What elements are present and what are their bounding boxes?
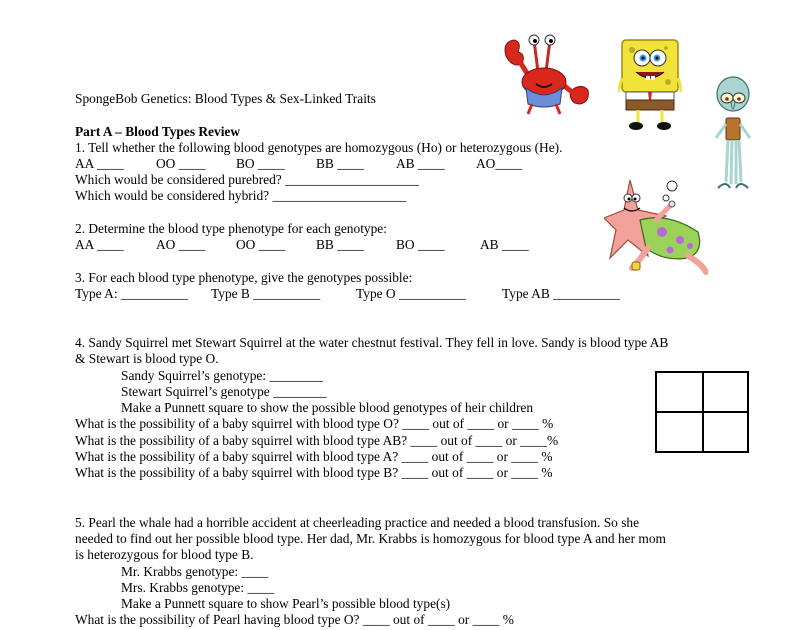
- q3-prompt: 3. For each blood type phenotype, give the genotypes possible:: [75, 270, 413, 285]
- q2-item-ab: AB ____: [480, 237, 529, 252]
- q4-probability-o: What is the possibility of a baby squirrel with blood type O? ____ out of ____ or ____ %: [75, 416, 554, 431]
- q4-sandy-genotype: Sandy Squirrel’s genotype: ________: [121, 368, 323, 383]
- punnett-divider-horizontal: [657, 411, 747, 413]
- q5-mr-krabbs-genotype: Mr. Krabbs genotype: ____: [121, 564, 269, 579]
- q4-punnett-instruction: Make a Punnett square to show the possible blood genotypes of heir children: [121, 400, 534, 415]
- page-title: SpongeBob Genetics: Blood Types & Sex-Linked Traits: [75, 91, 376, 106]
- q1-prompt: 1. Tell whether the following blood genotypes are homozygous (Ho) or heterozygous (He).: [75, 140, 563, 155]
- q1-purebred: Which would be considered purebred? ____________________: [75, 172, 419, 187]
- spongebob-illustration: [618, 38, 682, 132]
- q3-type-ab: Type AB __________: [502, 286, 621, 301]
- q2-item-oo: OO ____: [236, 237, 286, 252]
- q3-type-b: Type B __________: [211, 286, 321, 301]
- q4-probability-ab: What is the possibility of a baby squirrel with blood type AB? ____ out of ____ or ____%: [75, 433, 559, 448]
- q5-probability-o: What is the possibility of Pearl having blood type O? ____ out of ____ or ____ %: [75, 612, 514, 627]
- patrick-illustration: [604, 176, 708, 276]
- part-a-heading: Part A – Blood Types Review: [75, 124, 241, 139]
- q1-item-bo: BO ____: [236, 156, 285, 171]
- q5-text-line3: is heterozygous for blood type B.: [75, 547, 254, 562]
- q5-text-line1: 5. Pearl the whale had a horrible accident at cheerleading practice and needed a blood transfusion. So she: [75, 515, 640, 530]
- q1-hybrid: Which would be considered hybrid? ____________________: [75, 188, 407, 203]
- q2-item-bb: BB ____: [316, 237, 364, 252]
- q4-probability-a: What is the possibility of a baby squirrel with blood type A? ____ out of ____ or ____ %: [75, 449, 553, 464]
- q1-item-aa: AA ____: [75, 156, 124, 171]
- q1-item-ab: AB ____: [396, 156, 445, 171]
- q1-item-bb: BB ____: [316, 156, 364, 171]
- q5-mrs-krabbs-genotype: Mrs. Krabbs genotype: ____: [121, 580, 275, 595]
- q5-punnett-instruction: Make a Punnett square to show Pearl’s possible blood type(s): [121, 596, 451, 611]
- q5-text-line2: needed to find out her possible blood type. Her dad, Mr. Krabbs is homozygous for blood type A and her mom: [75, 531, 666, 546]
- q2-prompt: 2. Determine the blood type phenotype for each genotype:: [75, 221, 387, 236]
- q3-type-a: Type A: __________: [75, 286, 188, 301]
- q4-text-line1: 4. Sandy Squirrel met Stewart Squirrel at the water chestnut festival. They fell in love. Sandy is blood type AB: [75, 335, 669, 350]
- q2-item-bo: BO ____: [396, 237, 445, 252]
- punnett-square: [655, 371, 749, 453]
- q4-text-line2: & Stewart is blood type O.: [75, 351, 219, 366]
- q4-probability-b: What is the possibility of a baby squirrel with blood type B? ____ out of ____ or ____ %: [75, 465, 553, 480]
- mr-krabs-illustration: [500, 32, 592, 116]
- squidward-illustration: [710, 76, 756, 194]
- q1-item-oo: OO ____: [156, 156, 206, 171]
- q2-item-aa: AA ____: [75, 237, 124, 252]
- q1-item-ao: AO____: [476, 156, 523, 171]
- q3-type-o: Type O __________: [356, 286, 466, 301]
- q2-item-ao: AO ____: [156, 237, 206, 252]
- q4-stewart-genotype: Stewart Squirrel’s genotype ________: [121, 384, 327, 399]
